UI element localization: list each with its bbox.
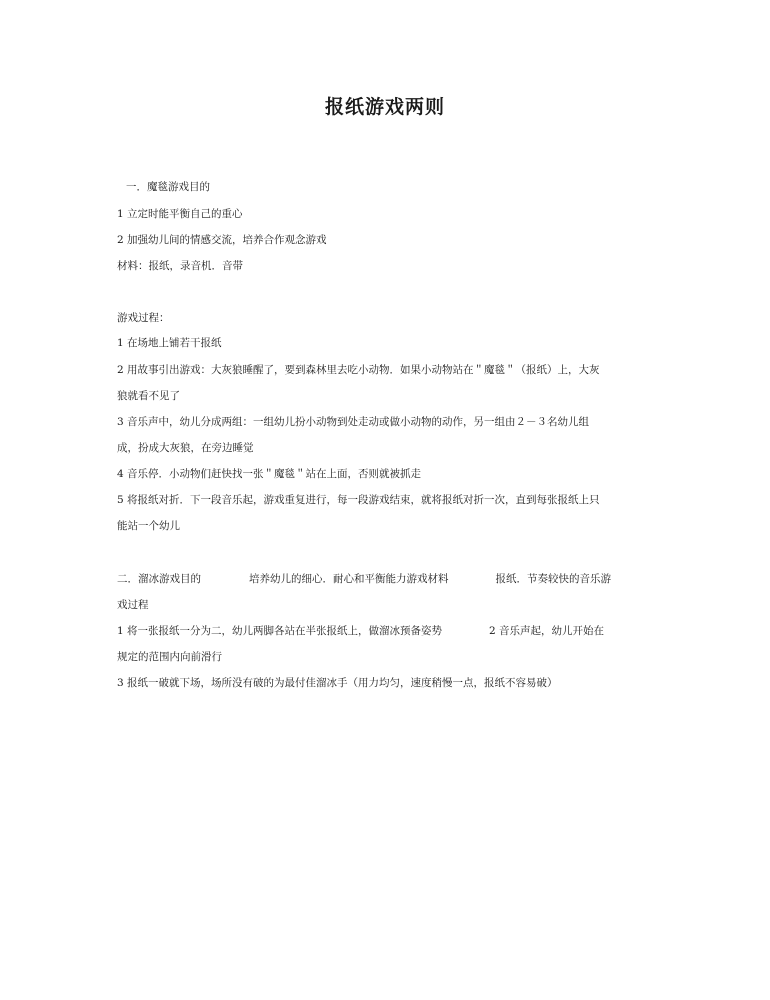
game2-step-1-line2: 规定的范围内向前滑行 — [117, 651, 222, 663]
game1-step-5-line2: 能站一个幼儿 — [117, 520, 180, 532]
game1-step-4: 4 音乐停．小动物们赶快找一张＂魔毯＂站在上面，否则就被抓走 — [117, 468, 422, 480]
game2-heading-part1: 二．溜冰游戏目的 — [117, 573, 201, 585]
game1-goal-2: 2 加强幼儿间的情感交流，培养合作观念游戏 — [117, 234, 327, 246]
game1-step-2-line1: 2 用故事引出游戏：大灰狼睡醒了，要到森林里去吃小动物．如果小动物站在＂魔毯＂（报纸）上，大灰 — [117, 364, 600, 376]
game2-step-1-line1 — [117, 624, 604, 638]
game1-step-2-line2: 狼就看不见了 — [117, 390, 180, 402]
game1-goal-1: 1 立定时能平衡自己的重心 — [117, 208, 243, 220]
game1-step-1: 1 在场地上铺若干报纸 — [117, 337, 222, 349]
game1-materials: 材料：报纸，录音机．音带 — [117, 260, 243, 272]
game2-heading-line1 — [117, 572, 611, 586]
game1-heading: 一．魔毯游戏目的 — [126, 181, 210, 193]
game2-step-2-part: 2 音乐声起，幼儿开始在 — [489, 625, 605, 637]
document-title: 报纸游戏两则 — [324, 96, 445, 118]
game2-heading-part3: 报纸．节奏较快的音乐游 — [495, 573, 611, 585]
game2-step-1-part1: 1 将一张报纸一分为二，幼儿两脚各站在半张报纸上，做溜冰预备姿势 — [117, 625, 443, 637]
game2-step-3: 3 报纸一破就下场，场所没有破的为最付佳溜冰手（用力均匀，速度稍慢一点，报纸不容易破） — [117, 677, 558, 689]
game1-step-3-line1: 3 音乐声中，幼儿分成两组：一组幼儿扮小动物到处走动或做小动物的动作，另一组由２－３名幼儿组 — [117, 416, 590, 428]
game2-heading-line2: 戏过程 — [117, 599, 149, 611]
game1-step-5-line1: 5 将报纸对折．下一段音乐起，游戏重复进行，每一段游戏结束，就将报纸对折一次，直到每张报纸上只 — [117, 494, 600, 506]
game1-step-3-line2: 成，扮成大灰狼，在旁边睡觉 — [117, 442, 254, 454]
game2-heading-part2: 培养幼儿的细心．耐心和平衡能力游戏材料 — [249, 573, 449, 585]
game1-process-heading: 游戏过程： — [117, 312, 170, 324]
